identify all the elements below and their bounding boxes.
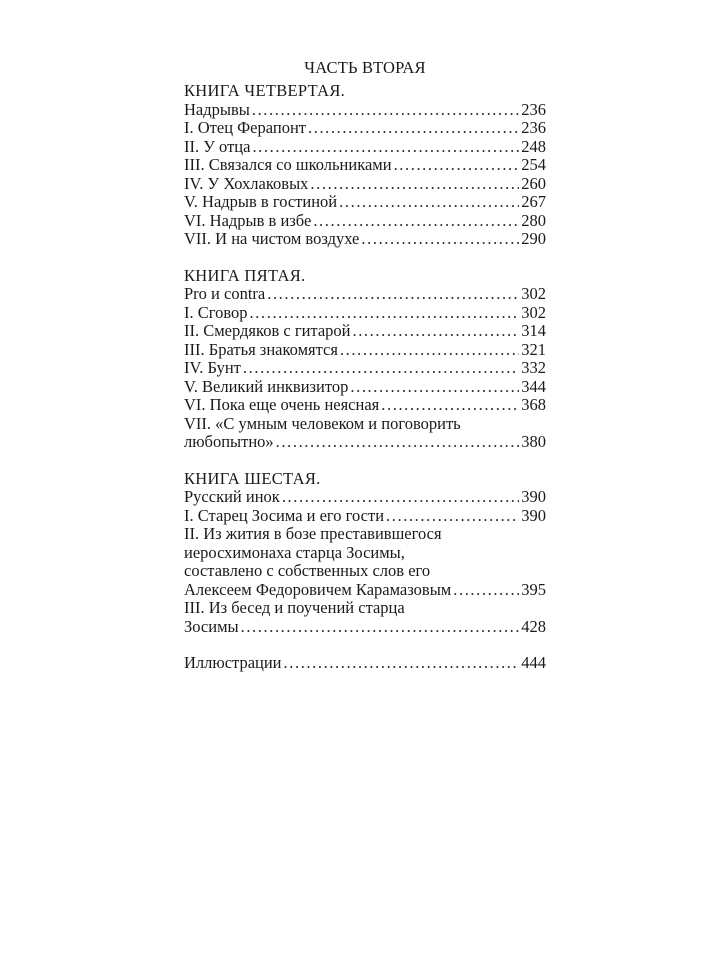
entry-row <box>184 433 546 452</box>
page-number: 344 <box>521 376 546 396</box>
toc-entry <box>184 507 546 526</box>
entry-row <box>184 138 546 157</box>
toc-entry <box>184 396 546 415</box>
dot-leader <box>352 322 519 341</box>
page-number: 302 <box>521 302 546 322</box>
toc-entry <box>184 525 546 599</box>
page-number: 236 <box>521 99 546 119</box>
toc-entry <box>184 156 546 175</box>
table-of-contents <box>184 58 546 673</box>
page-number: 260 <box>521 173 546 193</box>
entry-row <box>184 193 546 212</box>
page-number: 332 <box>521 358 546 377</box>
page-number: 248 <box>521 136 546 156</box>
entry-title-line: III. Из бесед и поучений старца <box>184 598 405 617</box>
toc-entry <box>184 359 546 378</box>
page-number: 236 <box>521 118 546 137</box>
page-number: 390 <box>521 505 546 525</box>
entry-row <box>184 581 546 600</box>
toc-entry <box>184 285 546 304</box>
toc-entry <box>184 138 546 157</box>
dot-leader <box>340 341 519 360</box>
entry-title-line: составлено с собственных слов его <box>184 561 431 580</box>
entry-row <box>184 618 546 637</box>
page-number: 428 <box>521 616 546 636</box>
entry-title-line: VI. Пока еще очень неясная <box>184 395 380 414</box>
entry-title-line: VII. «С умным человеком и поговорить <box>184 413 461 433</box>
page-number: 444 <box>521 653 546 672</box>
entry-title-line: I. Старец Зосима и его гости <box>184 505 385 525</box>
page-number: 380 <box>521 432 546 451</box>
page-number: 390 <box>521 487 546 506</box>
entry-title-line: V. Великий инквизитор <box>184 376 349 396</box>
dot-leader <box>453 581 519 600</box>
entry-title-line: V. Надрыв в гостиной <box>184 192 338 211</box>
entry-row <box>184 304 546 323</box>
dot-leader <box>250 304 520 323</box>
toc-entry <box>184 654 546 673</box>
entry-title-line: иеросхимонаха старца Зосимы, <box>184 542 405 562</box>
dot-leader <box>310 175 519 194</box>
page-number: 321 <box>521 339 546 359</box>
entry-row <box>184 396 546 415</box>
toc-entry <box>184 193 546 212</box>
entry-title-line: III. Связался со школьниками <box>184 155 392 174</box>
entry-title-line: Алексеем Федоровичем Карамазовым <box>184 579 452 599</box>
entry-title-line: I. Сговор <box>184 302 248 322</box>
toc-entry <box>184 212 546 231</box>
toc-entry <box>184 488 546 507</box>
dot-leader <box>276 433 520 452</box>
toc-entry <box>184 599 546 636</box>
entry-title-line: II. Смердяков с гитарой <box>184 321 351 340</box>
toc-entry <box>184 415 546 452</box>
entry-row <box>184 507 546 526</box>
entry-title-line: III. Братья знакомятся <box>184 339 338 359</box>
entry-row <box>184 322 546 341</box>
page-number: 254 <box>521 155 546 174</box>
entry-row <box>184 359 546 378</box>
page-number: 280 <box>521 210 546 230</box>
book-title: КНИГА ПЯТАЯ. <box>184 265 306 285</box>
entry-row <box>184 488 546 507</box>
dot-leader <box>241 618 520 637</box>
entry-row <box>184 654 546 673</box>
entry-title-line: VII. И на чистом воздухе <box>184 229 360 248</box>
page-number: 267 <box>521 192 546 211</box>
dot-leader <box>339 193 519 212</box>
entry-title-line: Зосимы <box>184 616 239 636</box>
toc-entry <box>184 230 546 249</box>
toc-entry <box>184 304 546 323</box>
dot-leader <box>308 119 519 138</box>
entry-title-line: любопытно» <box>184 432 274 451</box>
book-title: КНИГА ЧЕТВЕРТАЯ. <box>184 81 346 100</box>
entry-title-line: Русский инок <box>184 487 280 506</box>
book-section <box>184 470 546 637</box>
entry-title-line: VI. Надрыв в избе <box>184 210 312 230</box>
entry-title-line: II. У отца <box>184 136 251 156</box>
entry-row <box>184 285 546 304</box>
book-entries <box>184 488 546 636</box>
entry-row <box>184 175 546 194</box>
dot-leader <box>252 138 519 157</box>
book-section <box>184 267 546 452</box>
entry-row <box>184 341 546 360</box>
dot-leader <box>381 396 519 415</box>
toc-entry <box>184 322 546 341</box>
illustrations-section <box>184 654 546 673</box>
entry-title-line: II. Из жития в бозе преставившегося <box>184 524 442 543</box>
dot-leader <box>252 101 519 120</box>
toc-entry <box>184 101 546 120</box>
entry-row <box>184 378 546 397</box>
page-number: 302 <box>521 284 546 303</box>
dot-leader <box>313 212 519 231</box>
dot-leader <box>394 156 520 175</box>
book-entries <box>184 101 546 249</box>
part-title: ЧАСТЬ ВТОРАЯ <box>304 58 426 77</box>
toc-entry <box>184 119 546 138</box>
entry-title-line: IV. Бунт <box>184 358 241 377</box>
dot-leader <box>284 654 520 673</box>
page-number: 290 <box>521 229 546 248</box>
dot-leader <box>267 285 519 304</box>
dot-leader <box>282 488 519 507</box>
toc-entry <box>184 175 546 194</box>
book-section <box>184 82 546 249</box>
entry-row <box>184 156 546 175</box>
entry-row <box>184 230 546 249</box>
entry-row <box>184 101 546 120</box>
toc-entry <box>184 378 546 397</box>
toc-entry <box>184 341 546 360</box>
page-number: 314 <box>521 321 546 340</box>
page-number: 395 <box>521 579 546 599</box>
page-number: 368 <box>521 395 546 414</box>
entry-title-line: Надрывы <box>184 99 250 119</box>
entry-row <box>184 119 546 138</box>
dot-leader <box>243 359 519 378</box>
entry-title-line: Pro и contra <box>184 284 266 303</box>
book-title: КНИГА ШЕСТАЯ. <box>184 468 321 488</box>
dot-leader <box>386 507 519 526</box>
entry-title-line: Иллюстрации <box>184 653 282 672</box>
entry-row <box>184 212 546 231</box>
dot-leader <box>350 378 519 397</box>
entry-title-line: I. Отец Ферапонт <box>184 118 306 137</box>
entry-title-line: IV. У Хохлаковых <box>184 173 309 193</box>
dot-leader <box>361 230 519 249</box>
book-entries <box>184 285 546 452</box>
